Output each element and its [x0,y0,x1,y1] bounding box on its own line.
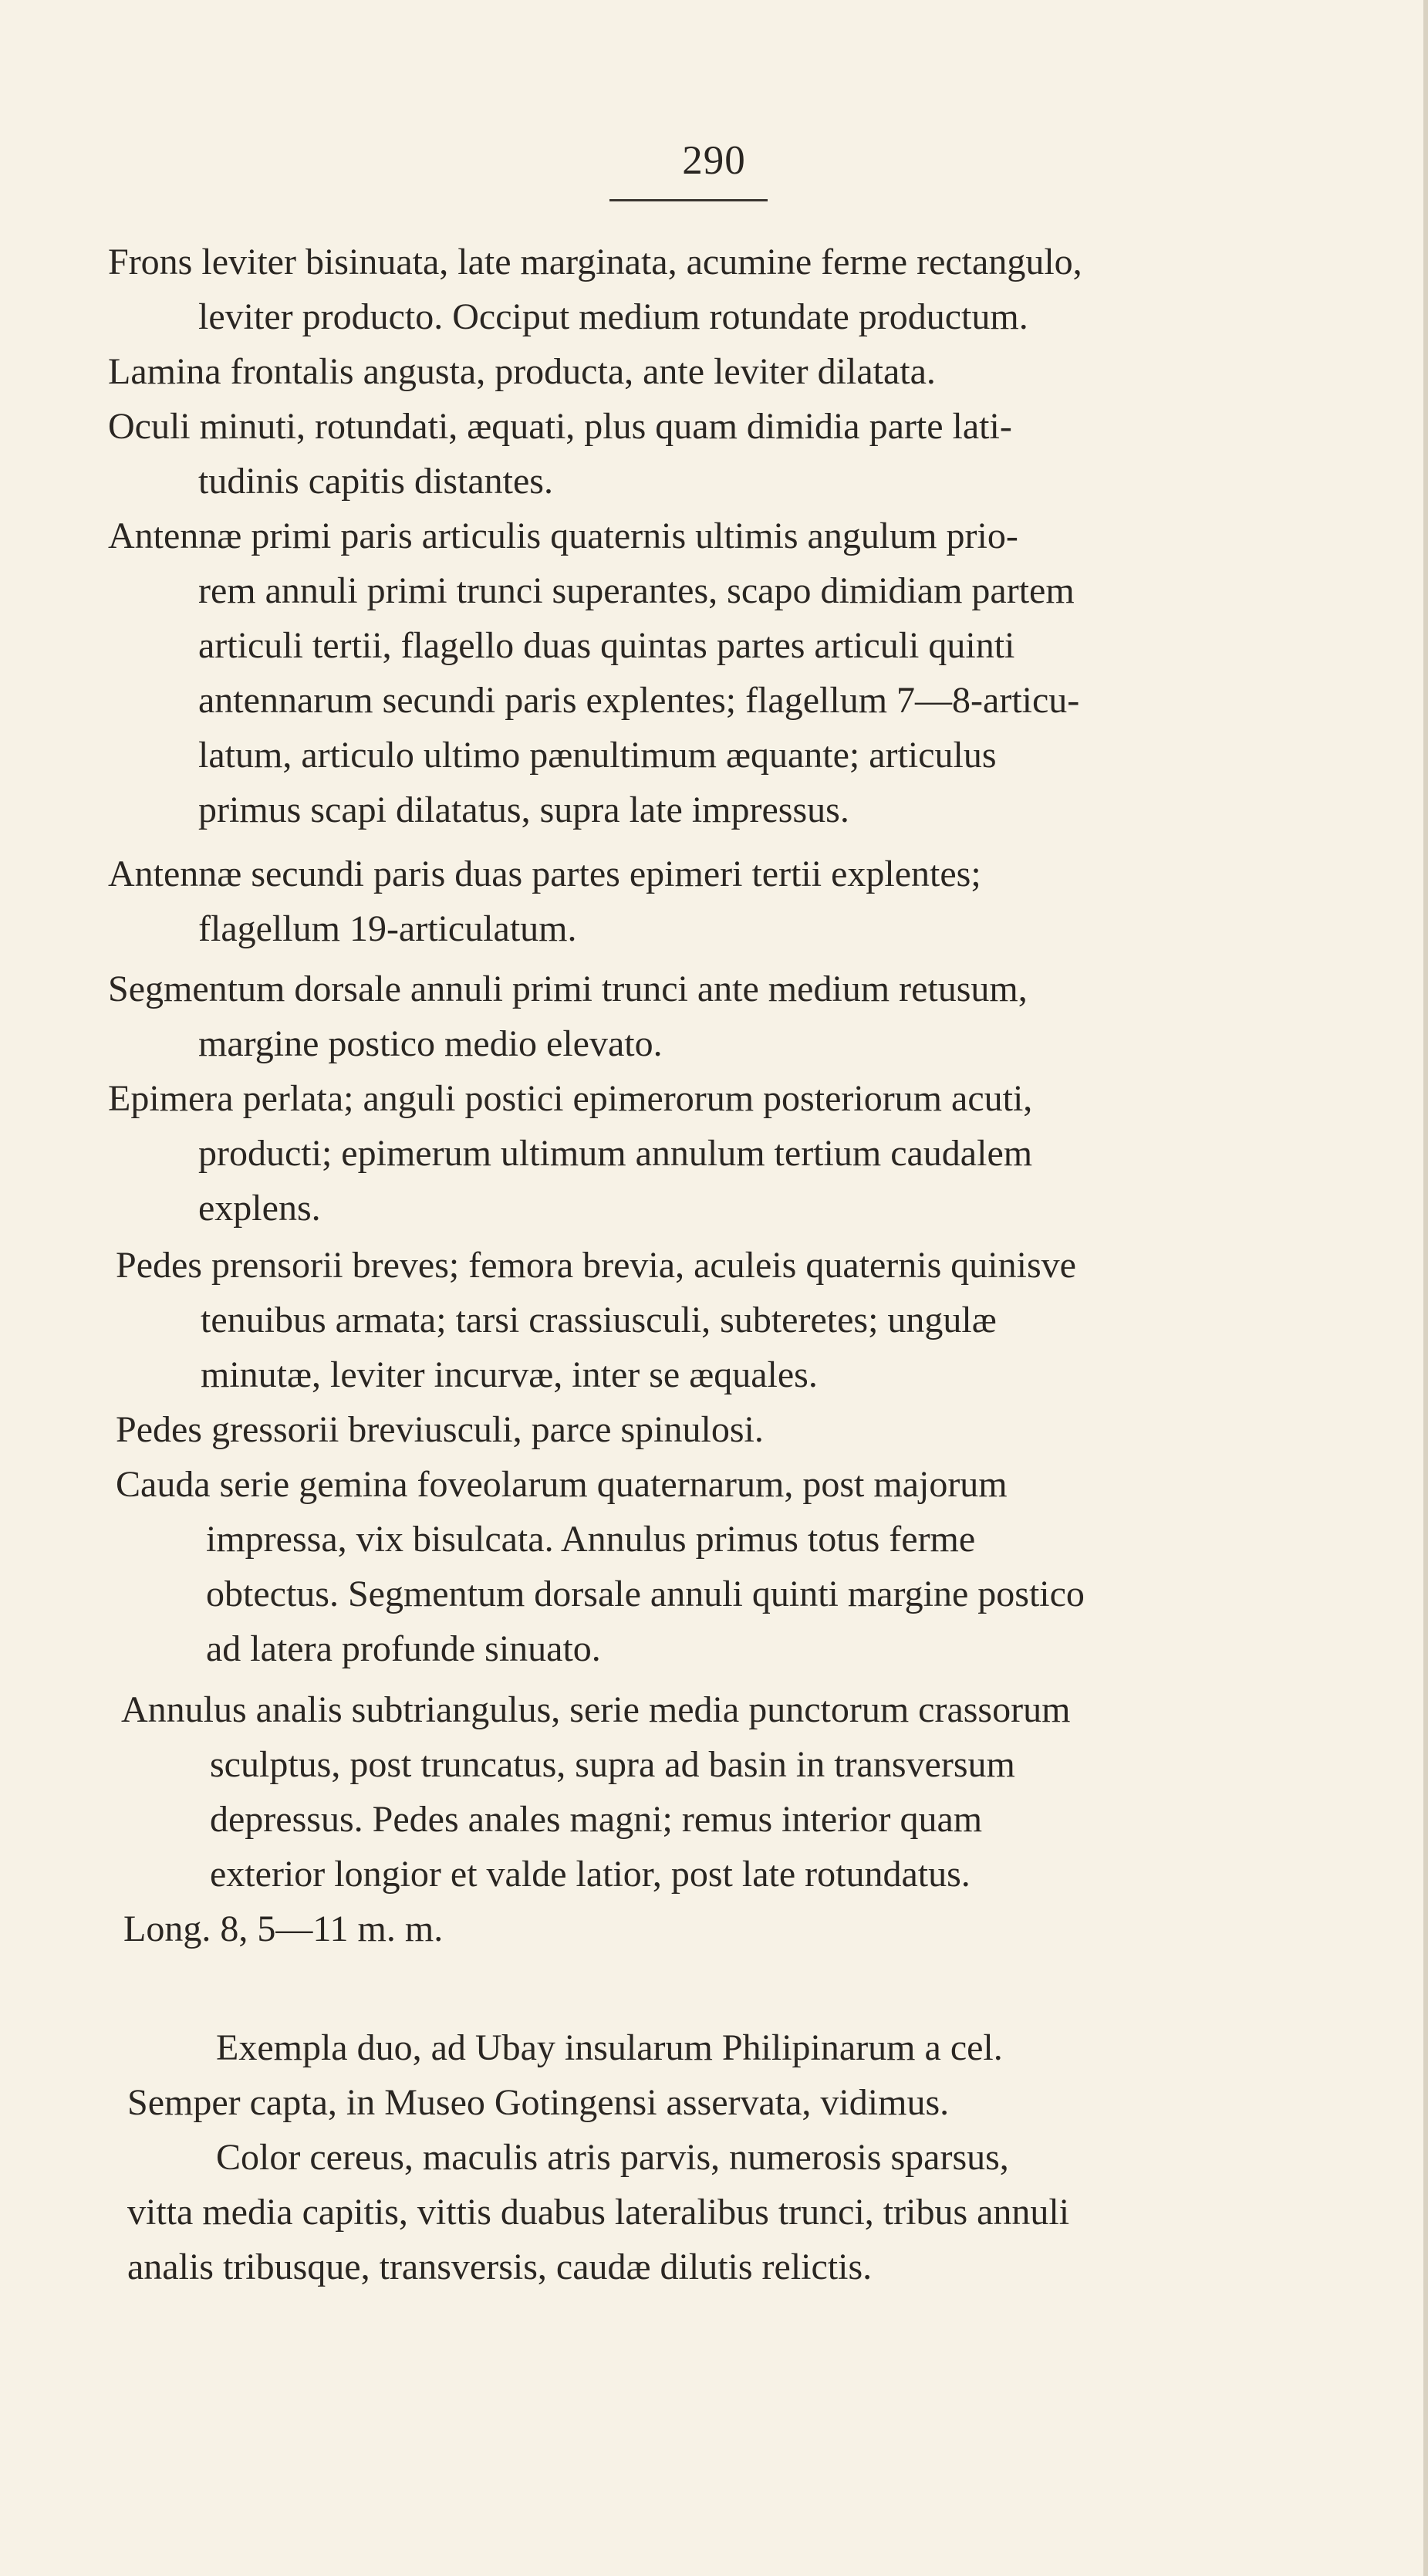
text-line: Antennæ primi paris articulis quaternis ultimis angulum prio- [108,516,1018,556]
text-line: analis tribusque, transversis, caudæ dilutis relictis. [127,2246,873,2287]
text-line: depressus. Pedes anales magni; remus interior quam [210,1799,983,1840]
text-line: antennarum secundi paris explentes; flagellum 7—8-articu- [198,680,1080,721]
text-line: tenuibus armata; tarsi crassiusculi, subteretes; ungulæ [201,1300,997,1340]
text-line: leviter producto. Occiput medium rotundate productum. [198,296,1028,337]
text-line: latum, articulo ultimo pænultimum æquante; articulus [198,735,997,776]
text-line: primus scapi dilatatus, supra late impressus. [198,789,849,830]
text-line: Segmentum dorsale annuli primi trunci ante medium retusum, [108,969,1028,1009]
text-line: Lamina frontalis angusta, producta, ante leviter dilatata. [108,351,936,392]
page-edge [1423,0,1428,2576]
text-line: articuli tertii, flagello duas quintas partes articuli quinti [198,625,1015,666]
text-line: Epimera perlata; anguli postici epimerorum posteriorum acuti, [108,1078,1033,1119]
text-line: Pedes gressorii breviusculi, parce spinulosi. [116,1409,764,1450]
text-line: Pedes prensorii breves; femora brevia, aculeis quaternis quinisve [116,1245,1076,1286]
text-line: Oculi minuti, rotundati, æquati, plus quam dimidia parte lati- [108,406,1012,447]
text-line: producti; epimerum ultimum annulum tertium caudalem [198,1133,1033,1174]
text-line: impressa, vix bisulcata. Annulus primus totus ferme [206,1519,976,1560]
text-line: explens. [198,1188,321,1229]
text-line: Long. 8, 5—11 m. m. [123,1908,444,1949]
text-line: sculptus, post truncatus, supra ad basin in transversum [210,1744,1015,1785]
text-line: tudinis capitis distantes. [198,461,553,502]
text-line: rem annuli primi trunci superantes, scapo dimidiam partem [198,570,1075,611]
text-line: obtectus. Segmentum dorsale annuli quinti margine postico [206,1574,1085,1614]
text-line: Frons leviter bisinuata, late marginata, acumine ferme rectangulo, [108,242,1082,282]
text-line: Annulus analis subtriangulus, serie media punctorum crassorum [121,1689,1071,1730]
text-line: Cauda serie gemina foveolarum quaternarum, post majorum [116,1464,1008,1505]
text-line: minutæ, leviter incurvæ, inter se æquales. [201,1354,818,1395]
text-line: flagellum 19-articulatum. [198,908,577,949]
text-line: Antennæ secundi paris duas partes epimeri tertii explentes; [108,854,981,894]
page-number-rule [609,199,768,201]
text-line: exterior longior et valde latior, post late rotundatus. [210,1854,971,1895]
text-line: Exempla duo, ad Ubay insularum Philipinarum a cel. [216,2027,1003,2068]
text-line: ad latera profunde sinuato. [206,1628,601,1669]
page-number: 290 [682,138,746,183]
text-line: Semper capta, in Museo Gotingensi asservata, vidimus. [127,2082,950,2123]
text-line: vitta media capitis, vittis duabus lateralibus trunci, tribus annuli [127,2192,1070,2233]
text-line: Color cereus, maculis atris parvis, numerosis sparsus, [216,2137,1009,2178]
text-line: margine postico medio elevato. [198,1023,663,1064]
